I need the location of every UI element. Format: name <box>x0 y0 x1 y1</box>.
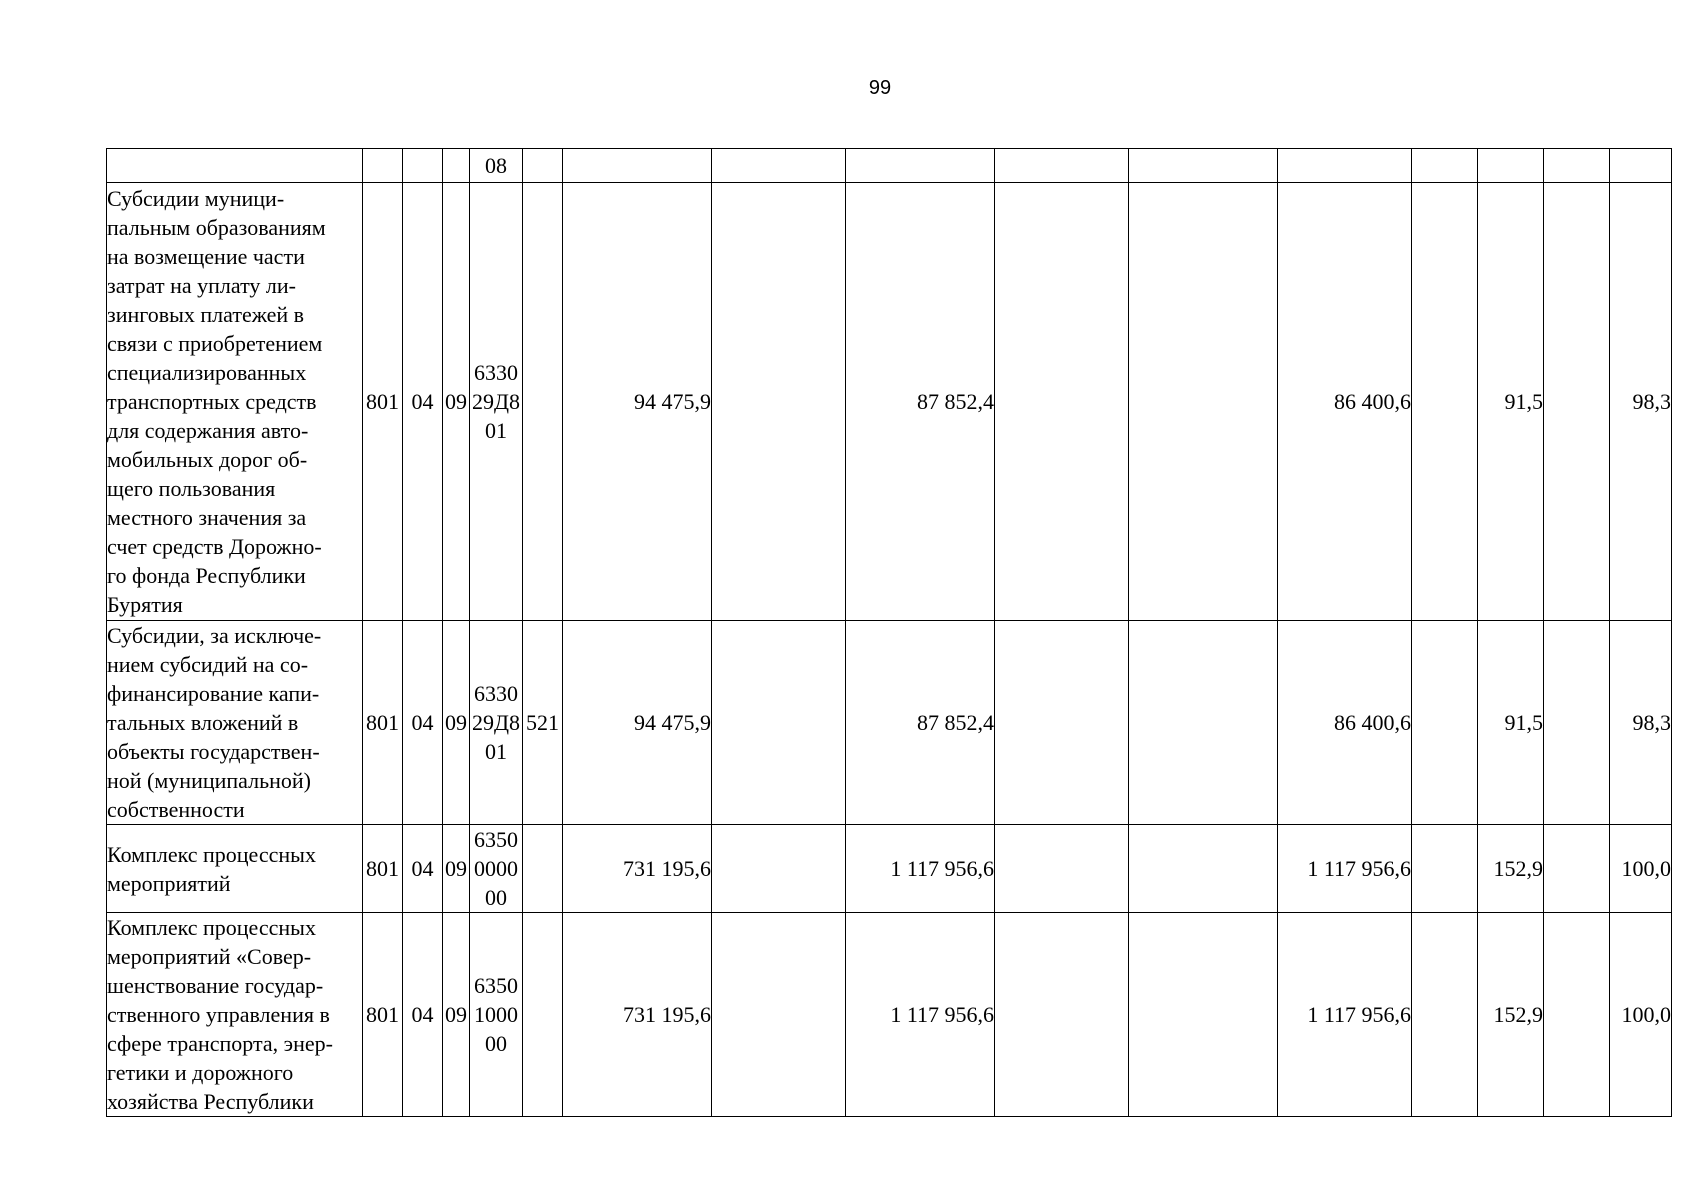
value-cell-2 <box>712 913 846 1117</box>
value-cell-1: 731 195,6 <box>563 825 712 913</box>
value-cell-8 <box>1478 149 1544 183</box>
item-name-line: затрат на уплату ли- <box>107 273 296 298</box>
item-name-line: ственного управления в <box>107 1002 330 1027</box>
value-cell-8: 91,5 <box>1478 183 1544 621</box>
target-article-line: 29Д8 <box>471 389 520 414</box>
value-cell-10: 100,0 <box>1610 825 1672 913</box>
value-cell-5 <box>1129 183 1278 621</box>
value-cell-6: 86 400,6 <box>1278 183 1412 621</box>
item-name-cell <box>107 825 363 913</box>
value-cell-2 <box>712 183 846 621</box>
value-cell-7 <box>1412 825 1478 913</box>
item-name-cell <box>107 913 363 1117</box>
value-cell-10: 98,3 <box>1610 183 1672 621</box>
value-cell-10: 98,3 <box>1610 621 1672 825</box>
value-cell-1: 94 475,9 <box>563 621 712 825</box>
target-article-line: 1000 <box>474 1002 518 1027</box>
value-cell-4 <box>995 621 1129 825</box>
value-cell-10: 100,0 <box>1610 913 1672 1117</box>
value-cell-5 <box>1129 149 1278 183</box>
target-article-cell <box>470 183 523 621</box>
subsection-code-cell: 09 <box>443 621 470 825</box>
value-cell-6: 1 117 956,6 <box>1278 913 1412 1117</box>
value-cell-5 <box>1129 621 1278 825</box>
item-name-line: мероприятий <box>107 870 231 896</box>
value-cell-3: 87 852,4 <box>846 183 995 621</box>
target-article-line: 00 <box>485 885 507 910</box>
value-cell-3: 1 117 956,6 <box>846 913 995 1117</box>
value-cell-3 <box>846 149 995 183</box>
item-name-cell <box>107 183 363 621</box>
table-row <box>107 149 1672 183</box>
expense-type-cell <box>523 183 563 621</box>
target-article-line: 6330 <box>474 681 518 706</box>
item-name-line: тальных вложений в <box>107 710 299 735</box>
value-cell-2 <box>712 825 846 913</box>
value-cell-5 <box>1129 825 1278 913</box>
value-cell-6: 1 117 956,6 <box>1278 825 1412 913</box>
budget-table <box>106 148 1672 1117</box>
value-cell-8: 91,5 <box>1478 621 1544 825</box>
value-cell-6 <box>1278 149 1412 183</box>
target-article-line: 01 <box>485 739 507 764</box>
section-code-cell: 04 <box>403 913 443 1117</box>
expense-type-cell <box>523 149 563 183</box>
target-article-cell <box>470 825 523 913</box>
ministry-code-cell: 801 <box>363 183 403 621</box>
ministry-code-cell: 801 <box>363 621 403 825</box>
value-cell-9 <box>1544 913 1610 1117</box>
table-row <box>107 183 1672 621</box>
section-code-cell: 04 <box>403 183 443 621</box>
expense-type-cell: 521 <box>523 621 563 825</box>
expense-type-cell <box>523 825 563 913</box>
item-name-line: гетики и дорожного <box>107 1060 294 1085</box>
value-cell-1 <box>563 149 712 183</box>
item-name-cell <box>107 149 363 183</box>
value-cell-10 <box>1610 149 1672 183</box>
value-cell-8: 152,9 <box>1478 825 1544 913</box>
item-name-line: транспортных средств <box>107 389 317 414</box>
item-name-line: Субсидии, за исключе- <box>107 623 322 648</box>
table-body <box>107 149 1672 1117</box>
item-name-line: нием субсидий на со- <box>107 652 309 677</box>
item-name-line: щего пользования <box>107 476 276 501</box>
value-cell-9 <box>1544 621 1610 825</box>
item-name-line: местного значения за <box>107 505 307 530</box>
value-cell-4 <box>995 149 1129 183</box>
value-cell-9 <box>1544 149 1610 183</box>
target-article-cell <box>470 913 523 1117</box>
table-row <box>107 913 1672 1117</box>
item-name-line: Субсидии муници- <box>107 186 285 211</box>
item-name-line: пальным образованиям <box>107 215 326 240</box>
ministry-code-cell: 801 <box>363 913 403 1117</box>
value-cell-7 <box>1412 149 1478 183</box>
item-name-line: финансирование капи- <box>107 681 320 706</box>
page-number: 99 <box>868 77 892 99</box>
value-cell-2 <box>712 621 846 825</box>
item-name-line: ной (муниципальной) <box>107 768 312 793</box>
value-cell-9 <box>1544 825 1610 913</box>
value-cell-2 <box>712 149 846 183</box>
ministry-code-cell: 801 <box>363 825 403 913</box>
value-cell-9 <box>1544 183 1610 621</box>
item-name-line: собственности <box>107 797 245 822</box>
section-code-cell <box>403 149 443 183</box>
target-article-line: 6350 <box>474 973 518 998</box>
subsection-code-cell: 09 <box>443 183 470 621</box>
item-name-line: шенствование государ- <box>107 973 324 998</box>
target-article-line: 0000 <box>474 856 518 881</box>
value-cell-1: 94 475,9 <box>563 183 712 621</box>
item-name-line: объекты государствен- <box>107 739 320 764</box>
value-cell-7 <box>1412 913 1478 1117</box>
target-article-cell <box>470 621 523 825</box>
item-name-line: хозяйства Республики <box>107 1089 314 1114</box>
value-cell-7 <box>1412 621 1478 825</box>
target-article-line: 6330 <box>474 360 518 385</box>
item-name-line: связи с приобретением <box>107 331 323 356</box>
item-name-line: на возмещение части <box>107 244 305 269</box>
item-name-line: го фонда Республики <box>107 563 306 588</box>
item-name-line: специализированных <box>107 360 307 385</box>
subsection-code-cell: 09 <box>443 825 470 913</box>
subsection-code-cell: 09 <box>443 913 470 1117</box>
table-row <box>107 621 1672 825</box>
target-article-cell <box>470 149 523 183</box>
value-cell-5 <box>1129 913 1278 1117</box>
item-name-line: Комплекс процессных <box>107 841 316 867</box>
target-article-line: 6350 <box>474 827 518 852</box>
subsection-code-cell <box>443 149 470 183</box>
value-cell-3: 87 852,4 <box>846 621 995 825</box>
section-code-cell: 04 <box>403 621 443 825</box>
item-name-line: для содержания авто- <box>107 418 309 443</box>
item-name-cell <box>107 621 363 825</box>
value-cell-4 <box>995 913 1129 1117</box>
item-name-line: Бурятия <box>107 592 183 617</box>
item-name-line: счет средств Дорожно- <box>107 534 322 559</box>
target-article-line: 29Д8 <box>471 710 520 735</box>
ministry-code-cell <box>363 149 403 183</box>
value-cell-4 <box>995 183 1129 621</box>
value-cell-1: 731 195,6 <box>563 913 712 1117</box>
value-cell-8: 152,9 <box>1478 913 1544 1117</box>
table-row <box>107 825 1672 913</box>
target-article-line: 08 <box>485 153 507 178</box>
expense-type-cell <box>523 913 563 1117</box>
value-cell-4 <box>995 825 1129 913</box>
item-name-line: зинговых платежей в <box>107 302 305 327</box>
item-name-line: сфере транспорта, энер- <box>107 1031 333 1056</box>
value-cell-6: 86 400,6 <box>1278 621 1412 825</box>
item-name-line: Комплекс процессных <box>107 915 316 940</box>
section-code-cell: 04 <box>403 825 443 913</box>
target-article-line: 01 <box>485 418 507 443</box>
value-cell-3: 1 117 956,6 <box>846 825 995 913</box>
value-cell-7 <box>1412 183 1478 621</box>
item-name-line: мобильных дорог об- <box>107 447 308 472</box>
target-article-line: 00 <box>485 1031 507 1056</box>
item-name-line: мероприятий «Совер- <box>107 944 312 969</box>
